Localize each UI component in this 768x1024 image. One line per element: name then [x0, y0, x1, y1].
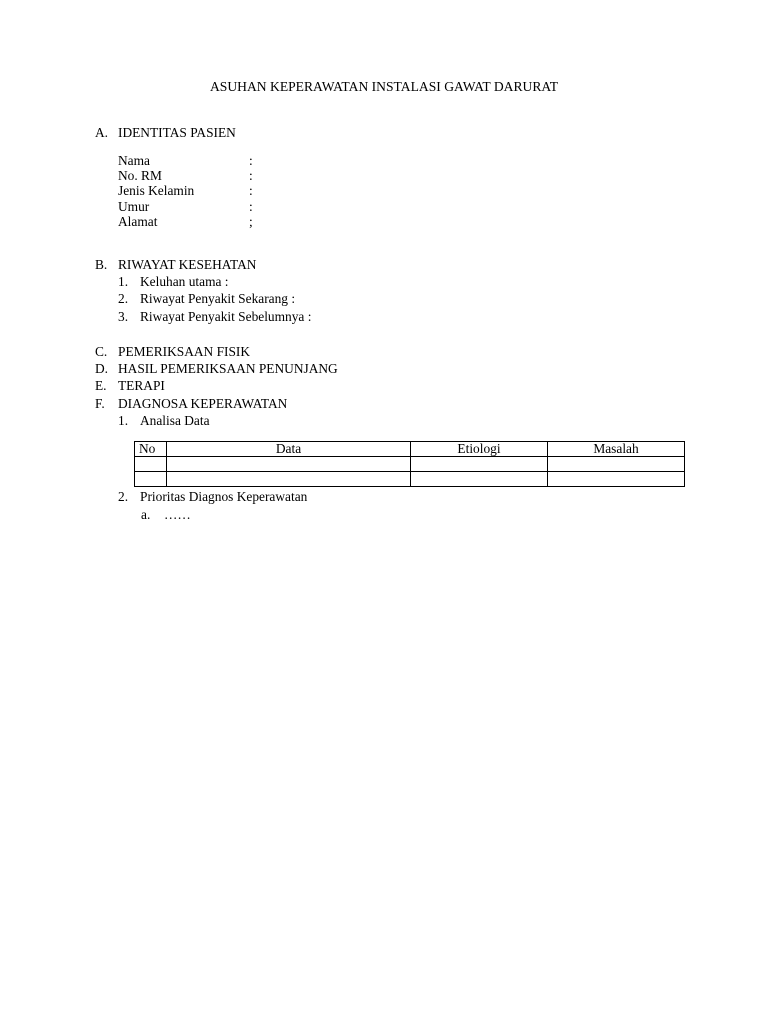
list-item-number: 2. — [118, 489, 129, 504]
section-a-heading — [95, 125, 236, 140]
list-item-text: Prioritas Diagnos Keperawatan — [140, 489, 308, 504]
section-c-letter: C. — [95, 344, 108, 359]
table-cell[interactable] — [167, 457, 411, 472]
section-a-title: IDENTITAS PASIEN — [118, 125, 236, 140]
column-header-data: Data — [167, 442, 411, 457]
document-title: ASUHAN KEPERAWATAN INSTALASI GAWAT DARURAT — [209, 79, 559, 94]
table-cell[interactable] — [411, 457, 548, 472]
section-c-title: PEMERIKSAAN FISIK — [118, 344, 251, 359]
list-item — [118, 274, 229, 289]
table-row — [135, 472, 685, 487]
section-d-heading — [95, 361, 338, 376]
list-item — [118, 309, 311, 324]
table-cell[interactable] — [135, 457, 167, 472]
list-item-text: Analisa Data — [140, 413, 210, 428]
table-cell[interactable] — [135, 472, 167, 487]
field-sep-jenis-kelamin: : — [249, 183, 253, 198]
table-row — [135, 457, 685, 472]
list-item-number: 1. — [118, 413, 129, 428]
section-b-title: RIWAYAT KESEHATAN — [118, 257, 257, 272]
section-c-heading — [95, 344, 250, 359]
sub-list-item-letter: a. — [141, 507, 151, 522]
list-item-number: 1. — [118, 274, 129, 289]
section-e-letter: E. — [95, 378, 107, 393]
field-sep-no-rm: : — [249, 168, 253, 183]
list-item — [118, 489, 307, 504]
sub-list-item-text: …… — [164, 507, 191, 522]
list-item-text: Riwayat Penyakit Sebelumnya : — [140, 309, 312, 324]
field-label-no-rm: No. RM — [118, 168, 162, 183]
list-item-text: Riwayat Penyakit Sekarang : — [140, 291, 296, 306]
analisa-data-table — [134, 441, 685, 487]
table-cell[interactable] — [167, 472, 411, 487]
section-d-title: HASIL PEMERIKSAAN PENUNJANG — [118, 361, 338, 376]
table-cell[interactable] — [548, 472, 685, 487]
table-header-row — [135, 442, 685, 457]
section-b-letter: B. — [95, 257, 108, 272]
field-label-nama: Nama — [118, 153, 150, 168]
column-header-etiologi: Etiologi — [411, 442, 548, 457]
column-header-no: No — [135, 442, 167, 457]
section-e-title: TERAPI — [118, 378, 165, 393]
list-item-number: 3. — [118, 309, 129, 324]
field-sep-umur: : — [249, 199, 253, 214]
section-f-title: DIAGNOSA KEPERAWATAN — [118, 396, 288, 411]
field-label-alamat: Alamat — [118, 214, 158, 229]
table-cell[interactable] — [411, 472, 548, 487]
table-cell[interactable] — [548, 457, 685, 472]
field-sep-alamat: ; — [249, 214, 253, 229]
section-e-heading — [95, 378, 165, 393]
column-header-masalah: Masalah — [548, 442, 685, 457]
sub-list-item — [141, 507, 191, 522]
section-f-heading — [95, 396, 287, 411]
list-item — [118, 413, 210, 428]
list-item-number: 2. — [118, 291, 129, 306]
field-sep-nama: : — [249, 153, 253, 168]
field-label-jenis-kelamin: Jenis Kelamin — [118, 183, 195, 198]
list-item-text: Keluhan utama : — [140, 274, 229, 289]
list-item — [118, 291, 295, 306]
section-b-heading — [95, 257, 256, 272]
section-d-letter: D. — [95, 361, 109, 376]
section-a-letter: A. — [95, 125, 109, 140]
field-label-umur: Umur — [118, 199, 150, 214]
section-f-letter: F. — [95, 396, 105, 411]
